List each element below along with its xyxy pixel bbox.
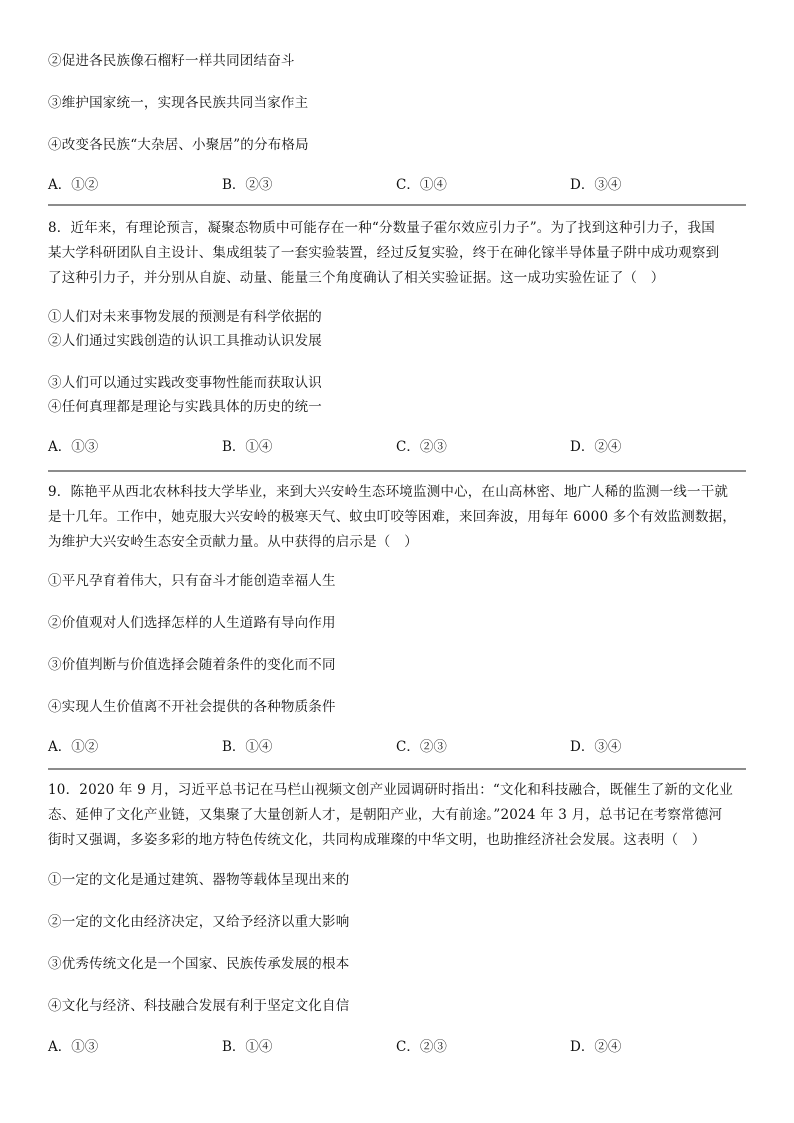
q7-answer-c: C．①④ <box>396 177 447 193</box>
q10-answer-a: A．①③ <box>48 1039 99 1055</box>
q10-stem-line: 态、延伸了文化产业链，又集聚了大量创新人才，是朝阳产业，大有前途。”2024 年 3 月，总书记在考察常德河 <box>48 807 723 823</box>
q8-stem-line: 某大学科研团队自主设计、集成组装了一套实验装置，经过反复实验，终于在砷化镓半导体量子阱中成功观察到 <box>48 245 720 261</box>
q8-stem-line: 8．近年来，有理论预言，凝聚态物质中可能存在一种“分数量子霍尔效应引力子”。为了找到这种引力子，我国 <box>48 220 715 236</box>
q10-option-2: ②一定的文化由经济决定，又给予经济以重大影响 <box>48 914 350 930</box>
q8-stem <box>48 216 748 291</box>
q8-answer-c: C．②③ <box>396 439 447 455</box>
q7-option-2: ②促进各民族像石榴籽一样共同团结奋斗 <box>48 53 295 69</box>
q10-option-1: ①一定的文化是通过建筑、器物等载体呈现出来的 <box>48 872 350 888</box>
q10-option-4: ④文化与经济、科技融合发展有利于坚定文化自信 <box>48 998 350 1014</box>
q9-option-4: ④实现人生价值离不开社会提供的各种物质条件 <box>48 699 336 715</box>
q10-stem-line: 街时又强调，多姿多彩的地方特色传统文化，共同构成璀璨的中华文明，也助推经济社会发展。这表明（ ） <box>48 832 706 848</box>
q9-option-2: ②价值观对人们选择怎样的人生道路有导向作用 <box>48 615 336 631</box>
q9-stem-line: 9．陈艳平从西北农林科技大学毕业，来到大兴安岭生态环境监测中心，在山高林密、地广人稀的监测一线一干就 <box>48 484 729 500</box>
q9-stem-line: 为维护大兴安岭生态安全贡献力量。从中获得的启示是（ ） <box>48 534 418 550</box>
q8-option-4: ④任何真理都是理论与实践具体的历史的统一 <box>48 399 322 415</box>
q8-answer-d: D．②④ <box>570 439 622 455</box>
q10-stem <box>48 778 748 853</box>
q10-answer-d: D．②④ <box>570 1039 622 1055</box>
q10-answer-b: B．①④ <box>222 1039 273 1055</box>
q8-option-1: ①人们对未来事物发展的预测是有科学依据的 <box>48 309 322 325</box>
q7-answer-d: D．③④ <box>570 177 622 193</box>
q8-answer-b: B．①④ <box>222 439 273 455</box>
q10-option-3: ③优秀传统文化是一个国家、民族传承发展的根本 <box>48 956 350 972</box>
q8-option-3: ③人们可以通过实践改变事物性能而获取认识 <box>48 375 322 391</box>
divider <box>48 204 746 206</box>
q8-option-2: ②人们通过实践创造的认识工具推动认识发展 <box>48 333 322 349</box>
q9-answer-d: D．③④ <box>570 739 622 755</box>
q9-answer-a: A．①② <box>48 739 99 755</box>
q9-option-1: ①平凡孕育着伟大，只有奋斗才能创造幸福人生 <box>48 573 336 589</box>
q10-stem-line: 10．2020 年 9 月，习近平总书记在马栏山视频文创产业园调研时指出：“文化和科技融合，既催生了新的文化业 <box>48 782 733 798</box>
q7-option-3: ③维护国家统一，实现各民族共同当家作主 <box>48 95 309 111</box>
q9-stem <box>48 480 748 555</box>
q9-answer-c: C．②③ <box>396 739 447 755</box>
q10-answer-c: C．②③ <box>396 1039 447 1055</box>
divider <box>48 768 746 770</box>
q8-stem-line: 了这种引力子，并分别从自旋、动量、能量三个角度确认了相关实验证据。这一成功实验佐证了（ ） <box>48 270 665 286</box>
q7-option-4: ④改变各民族“大杂居、小聚居”的分布格局 <box>48 137 309 153</box>
divider <box>48 470 746 472</box>
q7-answer-b: B．②③ <box>222 177 273 193</box>
q8-answer-a: A．①③ <box>48 439 99 455</box>
q9-option-3: ③价值判断与价值选择会随着条件的变化而不同 <box>48 657 336 673</box>
q9-answer-b: B．①④ <box>222 739 273 755</box>
q7-answer-a: A．①② <box>48 177 99 193</box>
q9-stem-line: 是十几年。工作中，她克服大兴安岭的极寒天气、蚊虫叮咬等困难，来回奔波，用每年 6000 多个有效监测数据， <box>48 509 737 525</box>
